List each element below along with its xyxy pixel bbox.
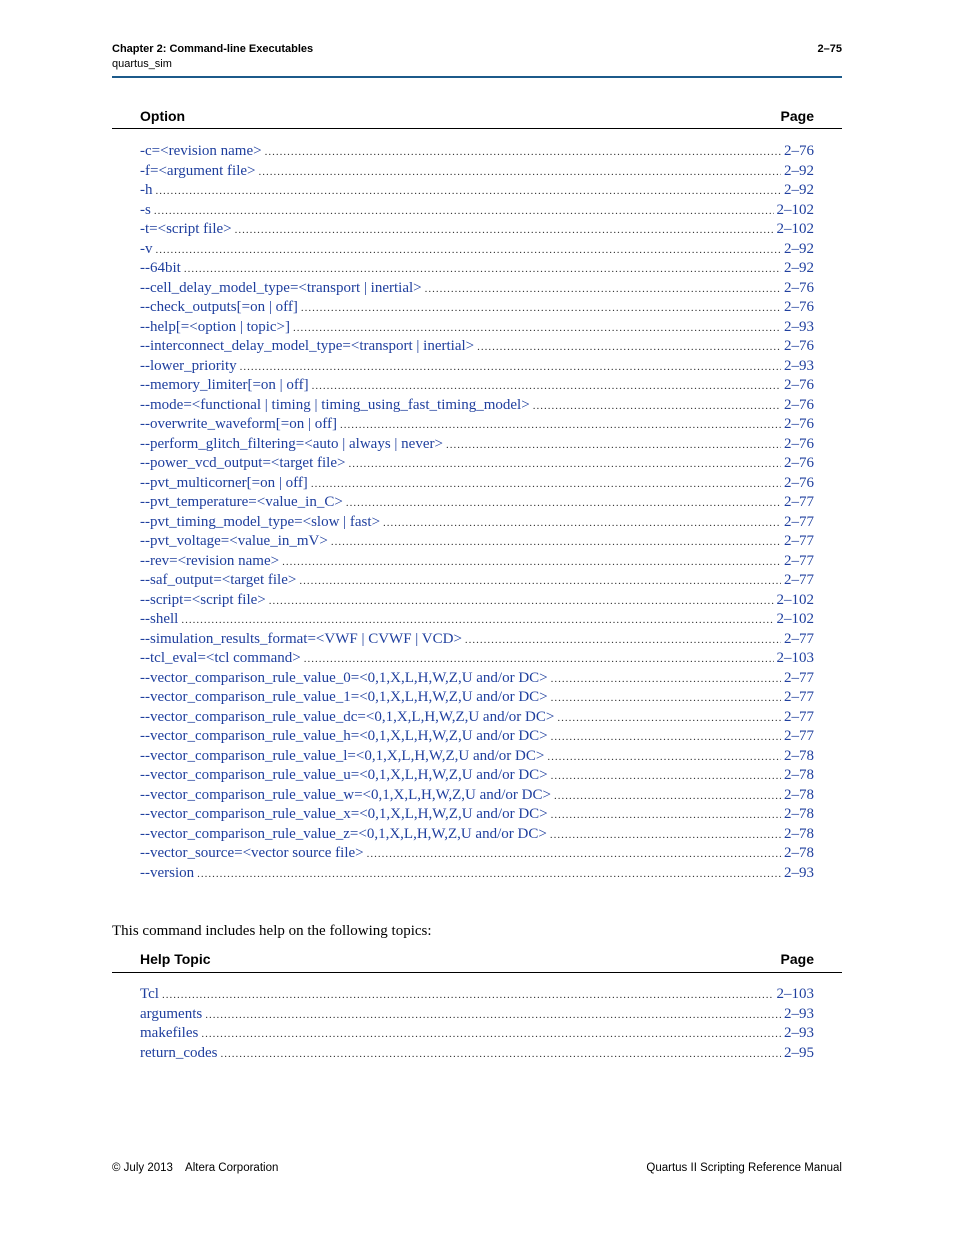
toc-entry-label[interactable]: --memory_limiter[=on | off]: [140, 377, 309, 393]
toc-entry[interactable]: [140, 493, 814, 513]
toc-entry[interactable]: [140, 552, 814, 572]
toc-entry[interactable]: [140, 279, 814, 299]
toc-entry[interactable]: [140, 805, 814, 825]
running-header: [112, 42, 842, 72]
toc-entry[interactable]: [140, 162, 814, 182]
toc-entry[interactable]: [140, 513, 814, 533]
options-list: [140, 142, 814, 883]
toc-entry-page[interactable]: 2–76: [784, 435, 814, 452]
footer-manual-title: Quartus II Scripting Reference Manual: [646, 1162, 842, 1174]
topic-page-column-header: Page: [780, 951, 814, 967]
toc-entry-label[interactable]: --power_vcd_output=<target file>: [140, 455, 346, 471]
toc-entry-page[interactable]: 2–102: [776, 591, 814, 608]
dot-leader: [425, 280, 781, 300]
toc-entry-page[interactable]: 2–92: [784, 162, 814, 179]
toc-entry-page[interactable]: 2–77: [784, 689, 814, 705]
toc-entry[interactable]: [140, 708, 814, 728]
toc-entry[interactable]: [140, 220, 814, 240]
toc-entry-label[interactable]: --vector_source=<vector source file>: [140, 845, 364, 861]
toc-entry-label[interactable]: --check_outputs[=on | off]: [140, 299, 298, 315]
toc-entry[interactable]: [140, 985, 814, 1005]
toc-entry-page[interactable]: 2–78: [784, 767, 814, 783]
toc-entry[interactable]: [140, 298, 814, 318]
toc-entry[interactable]: [140, 474, 814, 494]
dot-leader: [258, 163, 781, 183]
toc-entry-label[interactable]: --overwrite_waveform[=on | off]: [140, 416, 337, 432]
toc-entry-page[interactable]: 2–77: [784, 552, 814, 569]
toc-entry-page[interactable]: 2–77: [784, 728, 814, 744]
option-column-header: Option: [140, 108, 186, 124]
dot-leader: [265, 143, 781, 163]
toc-entry-label[interactable]: --vector_comparison_rule_value_z=<0,1,X,L,H,W,Z,U and/or DC>: [140, 825, 547, 842]
toc-entry-page[interactable]: 2–103: [776, 650, 814, 666]
toc-entry-label[interactable]: makefiles: [140, 1025, 199, 1041]
toc-entry-label[interactable]: --vector_comparison_rule_value_1=<0,1,X,L,H,W,Z,U and/or DC>: [140, 689, 548, 705]
toc-entry-page[interactable]: 2–103: [776, 986, 814, 1002]
toc-entry-label[interactable]: --help[=<option | topic>]: [140, 318, 291, 335]
toc-entry-page[interactable]: 2–78: [784, 825, 814, 842]
dot-leader: [346, 494, 781, 514]
toc-entry[interactable]: [140, 825, 814, 845]
options-table-header: [112, 108, 842, 128]
toc-entry[interactable]: [140, 376, 814, 396]
section-name: quartus_sim: [112, 58, 172, 70]
intro-text: This command includes help on the following topics:: [112, 923, 432, 939]
toc-entry-label[interactable]: --cell_delay_model_type=<transport | inertial>: [140, 279, 422, 296]
toc-entry-label[interactable]: -s: [140, 201, 151, 218]
dot-leader: [477, 338, 781, 358]
dot-leader: [551, 689, 781, 709]
dot-leader: [201, 1025, 781, 1045]
toc-entry-label[interactable]: --vector_comparison_rule_value_x=<0,1,X,L,H,W,Z,U and/or DC>: [140, 806, 548, 822]
toc-entry-page[interactable]: 2–76: [784, 279, 814, 296]
dot-leader: [299, 572, 781, 592]
toc-entry[interactable]: [140, 357, 814, 377]
topics-table-rule: [112, 972, 842, 973]
toc-entry-label[interactable]: -f=<argument file>: [140, 162, 256, 179]
options-table-rule: [112, 128, 842, 129]
toc-entry-page[interactable]: 2–92: [784, 240, 814, 257]
dot-leader: [269, 592, 774, 612]
toc-entry[interactable]: [140, 864, 814, 884]
toc-entry-page[interactable]: 2–77: [784, 533, 814, 549]
toc-entry[interactable]: [140, 1044, 814, 1064]
toc-entry-label[interactable]: return_codes: [140, 1044, 218, 1061]
toc-entry-page[interactable]: 2–76: [784, 474, 814, 491]
footer-copyright: © July 2013 Altera Corporation: [112, 1162, 279, 1174]
dot-leader: [340, 416, 781, 436]
toc-entry-label[interactable]: --64bit: [140, 260, 181, 276]
dot-leader: [550, 826, 781, 846]
toc-entry-page[interactable]: 2–102: [776, 201, 814, 218]
toc-entry-page[interactable]: 2–77: [784, 630, 814, 647]
toc-entry-page[interactable]: 2–76: [784, 338, 814, 354]
page-footer: [112, 1161, 842, 1176]
dot-leader: [154, 202, 774, 222]
toc-entry-page[interactable]: 2–77: [784, 572, 814, 588]
toc-entry[interactable]: [140, 1005, 814, 1025]
toc-entry[interactable]: [140, 727, 814, 747]
dot-leader: [383, 514, 781, 534]
toc-entry-page[interactable]: 2–76: [784, 299, 814, 315]
toc-entry[interactable]: [140, 532, 814, 552]
header-rule: [112, 76, 842, 78]
toc-entry-label[interactable]: --script=<script file>: [140, 591, 266, 608]
chapter-title: Chapter 2: Command-line Executables: [112, 43, 314, 55]
toc-entry[interactable]: [140, 1024, 814, 1044]
toc-entry[interactable]: [140, 688, 814, 708]
toc-entry-label[interactable]: --vector_comparison_rule_value_dc=<0,1,X,L,H,W,Z,U and/or DC>: [140, 708, 555, 725]
toc-entry[interactable]: [140, 766, 814, 786]
dot-leader: [348, 455, 781, 475]
toc-entry-page[interactable]: 2–92: [784, 182, 814, 198]
dot-leader: [533, 397, 781, 417]
toc-entry-label[interactable]: --shell: [140, 611, 179, 627]
toc-entry-label[interactable]: -h: [140, 182, 153, 198]
toc-entry[interactable]: [140, 649, 814, 669]
dot-leader: [301, 299, 781, 319]
toc-entry-label[interactable]: --vector_comparison_rule_value_w=<0,1,X,L,H,W,Z,U and/or DC>: [140, 786, 551, 803]
toc-entry-page[interactable]: 2–92: [784, 260, 814, 276]
toc-entry-label[interactable]: --perform_glitch_filtering=<auto | always | never>: [140, 435, 443, 452]
toc-entry-label[interactable]: -c=<revision name>: [140, 143, 262, 159]
toc-entry-label[interactable]: --vector_comparison_rule_value_0=<0,1,X,L,H,W,Z,U and/or DC>: [140, 669, 548, 686]
toc-entry-label[interactable]: --tcl_eval=<tcl command>: [140, 650, 301, 666]
toc-entry[interactable]: [140, 571, 814, 591]
toc-entry-page[interactable]: 2–76: [784, 143, 814, 159]
dot-leader: [557, 709, 781, 729]
topics-table-header: [112, 951, 842, 971]
dot-leader: [220, 1045, 781, 1065]
toc-entry[interactable]: [140, 259, 814, 279]
toc-entry[interactable]: [140, 454, 814, 474]
toc-entry-label[interactable]: -v: [140, 240, 153, 257]
toc-entry-page[interactable]: 2–78: [784, 747, 814, 764]
dot-leader: [235, 221, 774, 241]
toc-entry-page[interactable]: 2–76: [784, 377, 814, 393]
toc-entry-page[interactable]: 2–93: [784, 1025, 814, 1041]
toc-entry-label[interactable]: --simulation_results_format=<VWF | CVWF | VCD>: [140, 630, 462, 647]
dot-leader: [156, 241, 782, 261]
dot-leader: [446, 436, 781, 456]
toc-entry[interactable]: [140, 415, 814, 435]
dot-leader: [312, 377, 781, 397]
dot-leader: [293, 319, 781, 339]
toc-entry-page[interactable]: 2–76: [784, 455, 814, 471]
toc-entry-page[interactable]: 2–93: [784, 1005, 814, 1022]
topic-column-header: Help Topic: [140, 951, 211, 967]
page-number: 2–75: [817, 43, 842, 55]
toc-entry[interactable]: [140, 142, 814, 162]
toc-entry-label[interactable]: --pvt_multicorner[=on | off]: [140, 474, 308, 491]
toc-entry-label[interactable]: Tcl: [140, 986, 159, 1002]
toc-entry-label[interactable]: --vector_comparison_rule_value_l=<0,1,X,L,H,W,Z,U and/or DC>: [140, 747, 545, 764]
toc-entry-page[interactable]: 2–95: [784, 1044, 814, 1061]
dot-leader: [184, 260, 781, 280]
toc-entry[interactable]: [140, 181, 814, 201]
toc-entry-label[interactable]: --mode=<functional | timing | timing_using_fast_timing_model>: [140, 396, 530, 413]
toc-entry[interactable]: [140, 591, 814, 611]
dot-leader: [205, 1006, 781, 1026]
toc-entry-label[interactable]: --version: [140, 864, 195, 881]
toc-entry-page[interactable]: 2–93: [784, 357, 814, 374]
toc-entry-page[interactable]: 2–93: [784, 864, 814, 881]
toc-entry-page[interactable]: 2–77: [784, 669, 814, 686]
toc-entry-label[interactable]: --vector_comparison_rule_value_h=<0,1,X,L,H,W,Z,U and/or DC>: [140, 728, 548, 744]
dot-leader: [547, 748, 781, 768]
toc-entry[interactable]: [140, 844, 814, 864]
dot-leader: [554, 787, 781, 807]
toc-entry-page[interactable]: 2–78: [784, 786, 814, 803]
toc-entry[interactable]: [140, 396, 814, 416]
toc-entry-page[interactable]: 2–93: [784, 318, 814, 335]
toc-entry[interactable]: [140, 435, 814, 455]
toc-entry[interactable]: [140, 201, 814, 221]
topics-list: [140, 985, 814, 1063]
toc-entry-page[interactable]: 2–78: [784, 806, 814, 822]
toc-entry-page[interactable]: 2–76: [784, 416, 814, 432]
toc-entry[interactable]: [140, 240, 814, 260]
toc-entry-label[interactable]: --rev=<revision name>: [140, 552, 280, 569]
dot-leader: [156, 182, 782, 202]
dot-leader: [181, 611, 773, 631]
toc-entry[interactable]: [140, 786, 814, 806]
toc-entry-page[interactable]: 2–76: [784, 396, 814, 413]
dot-leader: [197, 865, 781, 885]
dot-leader: [162, 986, 774, 1006]
dot-leader: [551, 806, 781, 826]
toc-entry-page[interactable]: 2–102: [776, 611, 814, 627]
toc-entry[interactable]: [140, 747, 814, 767]
toc-entry-label[interactable]: -t=<script file>: [140, 221, 232, 237]
page-column-header: Page: [780, 108, 814, 124]
toc-entry-label[interactable]: --pvt_timing_model_type=<slow | fast>: [140, 513, 381, 530]
dot-leader: [465, 631, 781, 651]
toc-entry[interactable]: [140, 669, 814, 689]
toc-entry-label[interactable]: --lower_priority: [140, 357, 237, 374]
dot-leader: [240, 358, 781, 378]
toc-entry[interactable]: [140, 318, 814, 338]
toc-entry-label[interactable]: --vector_comparison_rule_value_u=<0,1,X,L,H,W,Z,U and/or DC>: [140, 767, 548, 783]
toc-entry-label[interactable]: --pvt_voltage=<value_in_mV>: [140, 533, 328, 549]
toc-entry-label[interactable]: --saf_output=<target file>: [140, 572, 297, 588]
toc-entry-page[interactable]: 2–102: [776, 221, 814, 237]
dot-leader: [331, 533, 781, 553]
dot-leader: [304, 650, 774, 670]
dot-leader: [551, 728, 781, 748]
toc-entry-page[interactable]: 2–77: [784, 708, 814, 725]
toc-entry[interactable]: [140, 337, 814, 357]
toc-entry-page[interactable]: 2–77: [784, 513, 814, 530]
toc-entry[interactable]: [140, 630, 814, 650]
dot-leader: [551, 767, 781, 787]
toc-entry-label[interactable]: --interconnect_delay_model_type=<transport | inertial>: [140, 338, 475, 354]
toc-entry-label[interactable]: arguments: [140, 1005, 203, 1022]
toc-entry-page[interactable]: 2–77: [784, 494, 814, 510]
dot-leader: [551, 670, 781, 690]
toc-entry-page[interactable]: 2–78: [784, 845, 814, 861]
dot-leader: [282, 553, 781, 573]
dot-leader: [311, 475, 781, 495]
dot-leader: [367, 845, 781, 865]
toc-entry[interactable]: [140, 610, 814, 630]
toc-entry-label[interactable]: --pvt_temperature=<value_in_C>: [140, 494, 343, 510]
